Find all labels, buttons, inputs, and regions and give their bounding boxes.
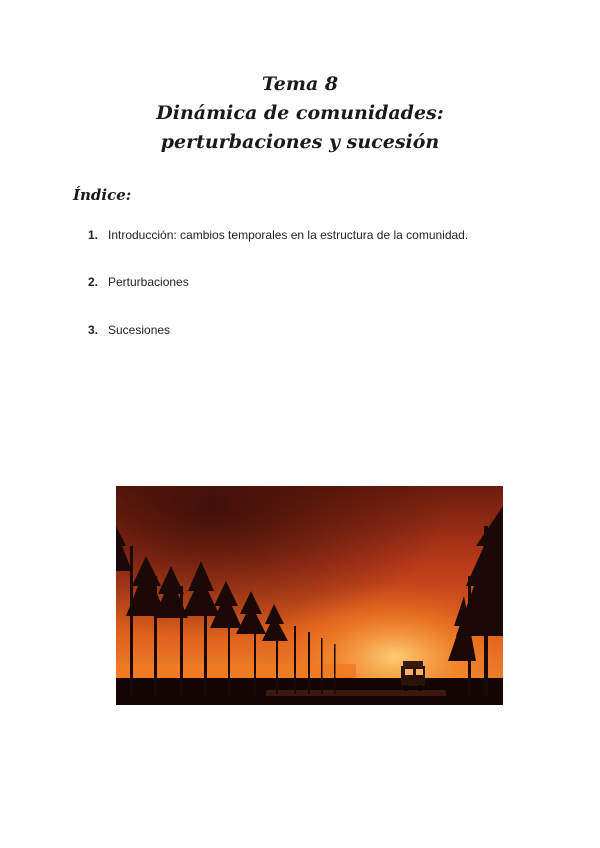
- toc-item-2: [88, 275, 189, 289]
- toc-item-number: 1.: [88, 228, 99, 242]
- forest-fire-photo: [116, 486, 503, 705]
- title-line-3: perturbaciones y sucesión: [160, 131, 440, 153]
- title-line-1: Tema 8: [261, 73, 339, 95]
- toc-item-label: Sucesiones: [108, 323, 171, 337]
- toc-item-1: [88, 228, 468, 242]
- toc-item-label: Perturbaciones: [108, 275, 189, 289]
- toc-item-label: Introducción: cambios temporales en la estructura de la comunidad.: [108, 228, 469, 242]
- title-line-2: Dinámica de comunidades:: [156, 102, 444, 124]
- index-heading: Índice:: [73, 186, 132, 204]
- toc-item-number: 3.: [88, 323, 99, 337]
- toc-item-3: [88, 323, 170, 337]
- document-title: [0, 70, 600, 157]
- toc-item-number: 2.: [88, 275, 99, 289]
